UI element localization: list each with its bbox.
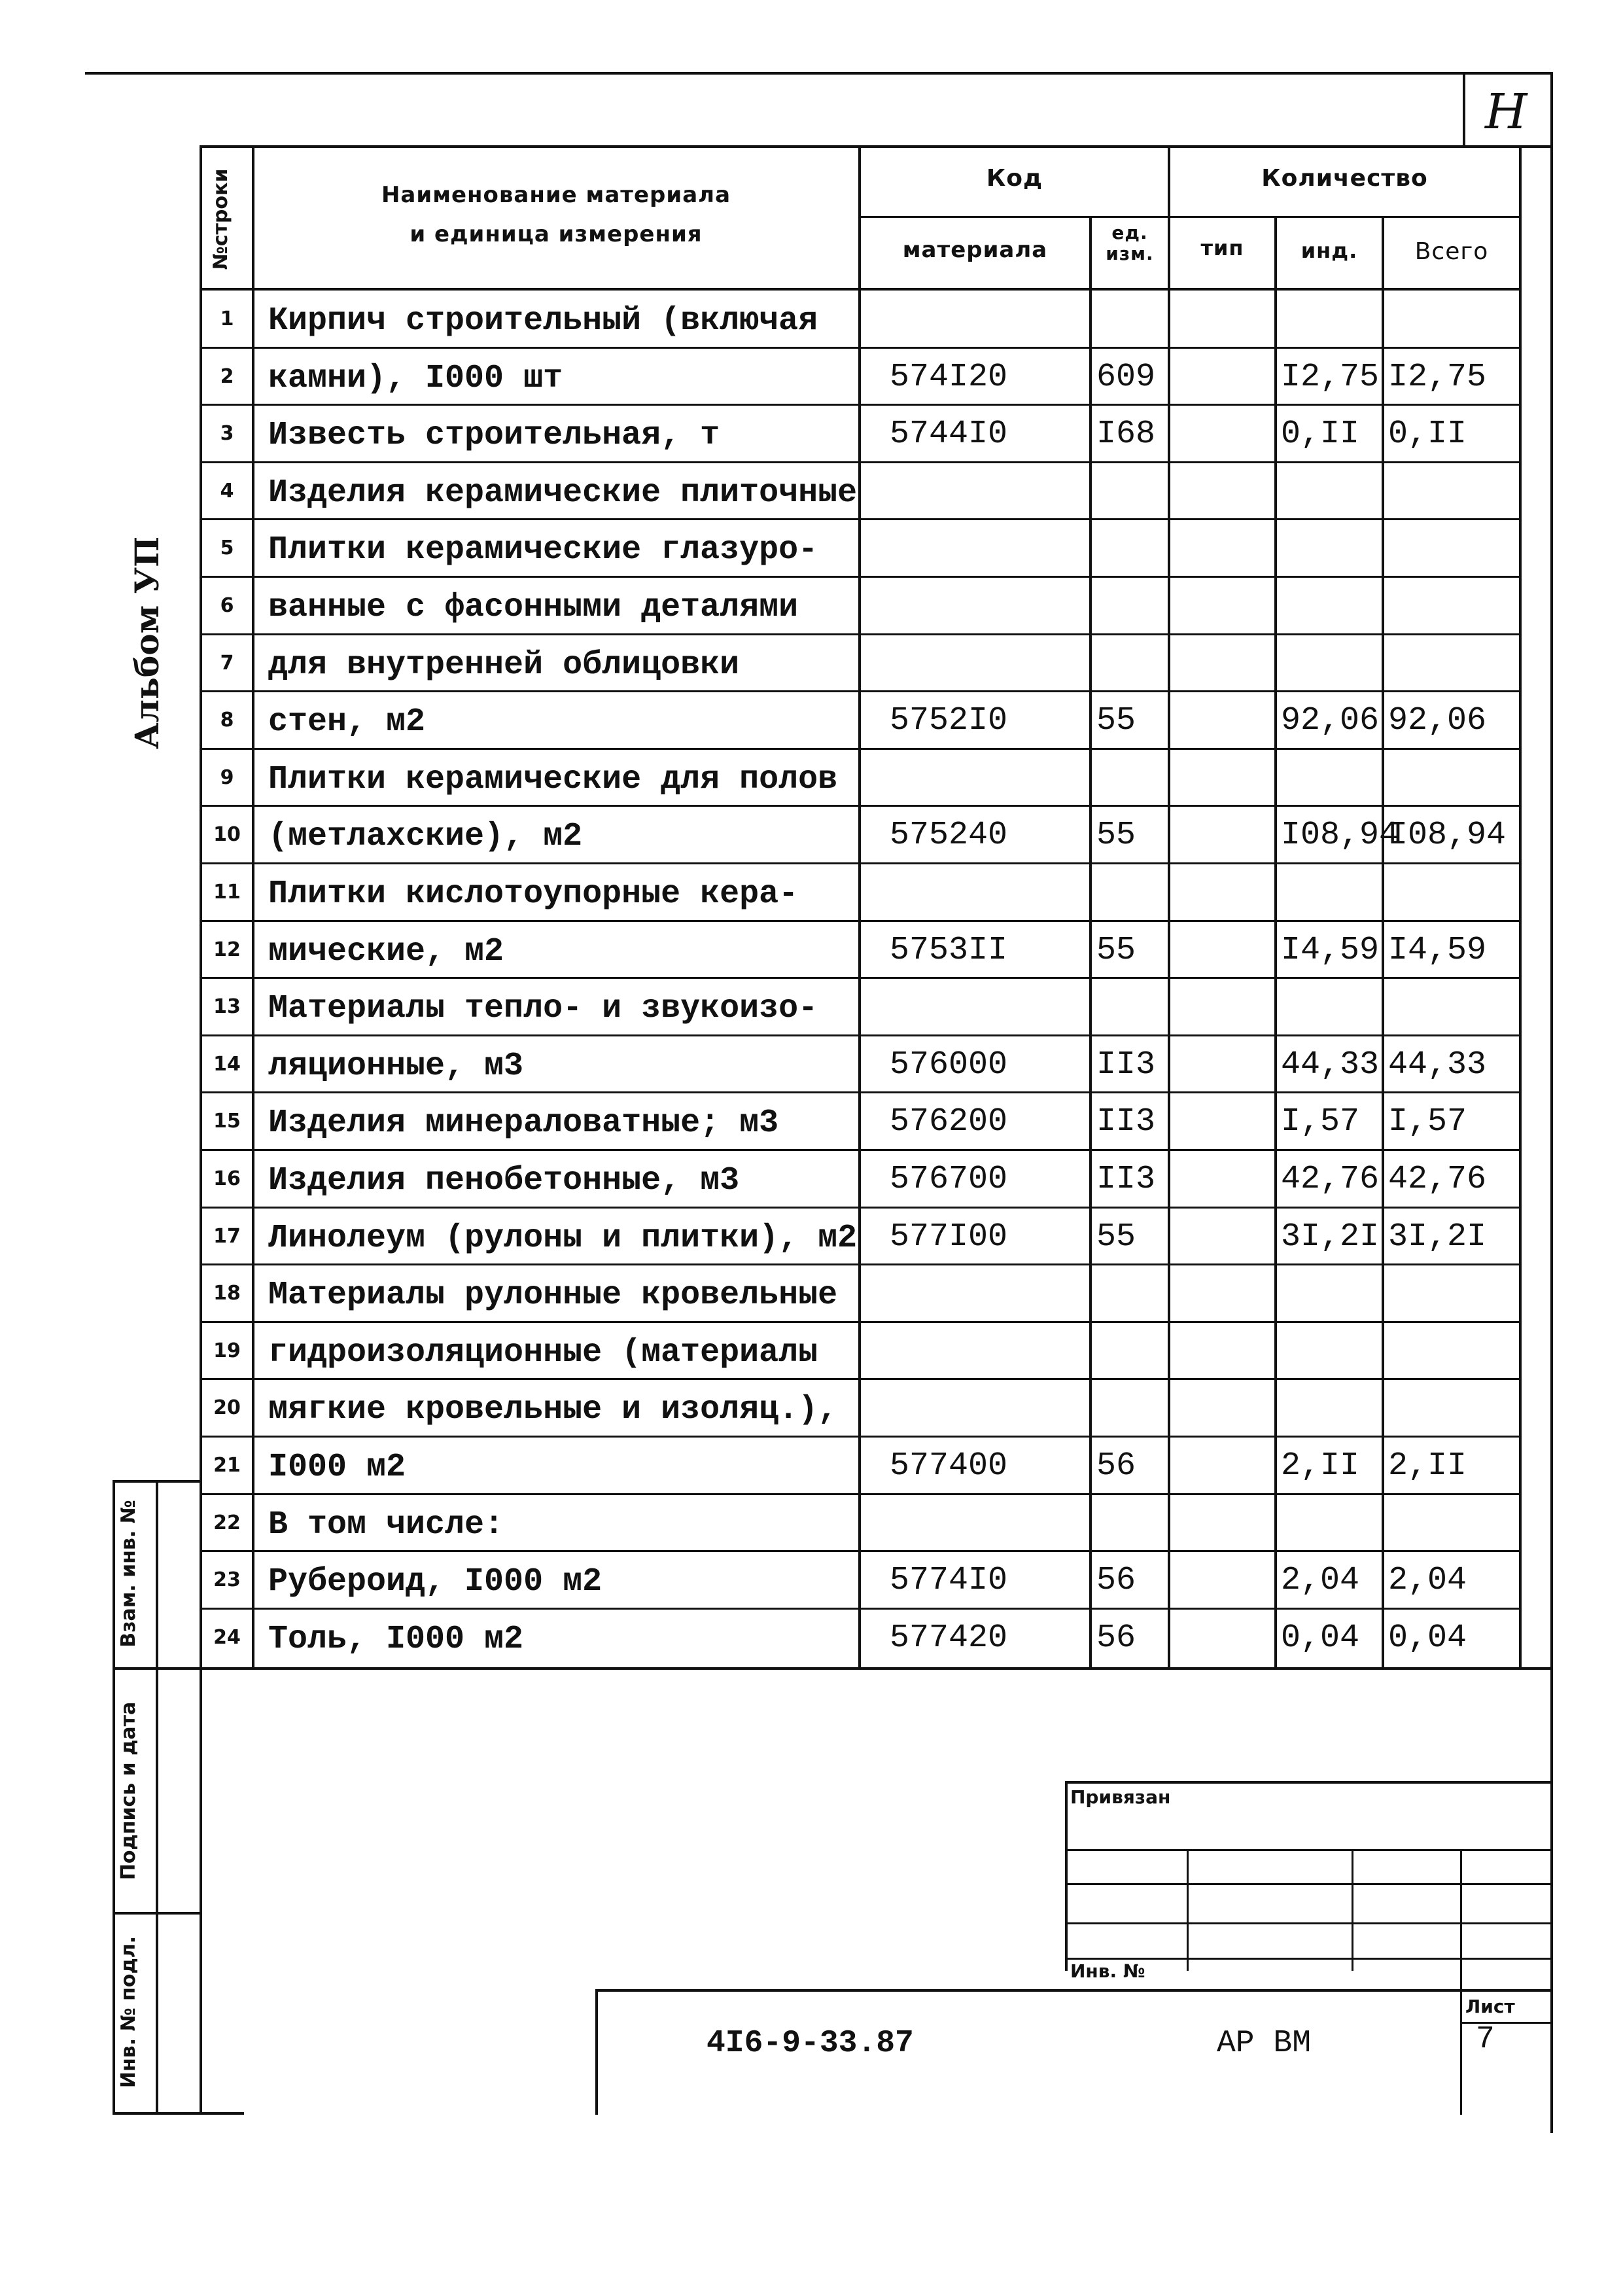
material-code: 5744I0 [890, 415, 1008, 453]
material-name: Известь строительная, т [268, 417, 720, 454]
material-code: 5753II [890, 932, 1008, 969]
material-name: Линолеум (рулоны и плитки), м2 [268, 1220, 858, 1257]
material-name: Изделия керамические плиточные [268, 474, 858, 512]
header-quantity: Количество [1261, 165, 1428, 192]
unit-code: 55 [1096, 817, 1136, 854]
unit-code: 55 [1096, 932, 1136, 969]
stamp-doc-code: 4I6-9-33.87 [707, 2026, 914, 2061]
material-name: ванные с фасонными деталями [268, 589, 799, 626]
side-stamp-vzam: Взам. инв. № [117, 1500, 140, 1648]
qty-ind: 42,76 [1281, 1161, 1380, 1198]
unit-code: 609 [1096, 359, 1156, 396]
row-number: 1 [220, 308, 234, 330]
unit-code: 55 [1096, 1218, 1136, 1256]
row-number: 4 [220, 480, 234, 503]
stamp-sheet-number: 7 [1476, 2022, 1495, 2057]
qty-ind: 2,II [1281, 1447, 1360, 1485]
qty-ind: I2,75 [1281, 359, 1380, 396]
header-qty-ind: инд. [1300, 238, 1358, 263]
row-number: 16 [213, 1167, 241, 1190]
qty-ind: 0,04 [1281, 1619, 1360, 1657]
material-code: 576200 [890, 1103, 1008, 1140]
unit-code: II3 [1096, 1161, 1156, 1198]
unit-code: 56 [1096, 1619, 1136, 1657]
row-number: 21 [213, 1454, 241, 1477]
material-code: 575240 [890, 817, 1008, 854]
qty-total: I08,94 [1388, 817, 1507, 854]
row-number: 22 [213, 1511, 241, 1534]
material-name: ляционные, м3 [268, 1048, 524, 1085]
side-stamp-inv-podl: Инв. № подл. [117, 1935, 140, 2089]
header-name-line2: и единица измерения [410, 221, 703, 247]
material-code: 577420 [890, 1619, 1008, 1657]
row-number: 8 [220, 709, 234, 732]
qty-total: 0,04 [1388, 1619, 1467, 1657]
stamp-inv-no: Инв. № [1070, 1960, 1145, 1982]
row-number: 3 [220, 422, 234, 445]
stamp-privyazan: Привязан [1070, 1786, 1171, 1808]
header-code: Код [986, 165, 1043, 192]
unit-code: I68 [1096, 415, 1156, 453]
qty-ind: I08,94 [1281, 817, 1399, 854]
qty-total: I4,59 [1388, 932, 1487, 969]
material-code: 576000 [890, 1046, 1008, 1084]
row-number: 6 [220, 594, 234, 617]
qty-total: I2,75 [1388, 359, 1487, 396]
row-number: 20 [213, 1396, 241, 1419]
stamp-sheet-label: Лист [1465, 1996, 1515, 2017]
material-name: мягкие кровельные и изоляц.), [268, 1391, 838, 1428]
row-number: 24 [213, 1626, 241, 1649]
side-stamp-podpis: Подпись и дата [117, 1701, 140, 1881]
qty-total: 0,II [1388, 415, 1467, 453]
material-name: стен, м2 [268, 703, 426, 741]
row-number: 2 [220, 365, 234, 388]
qty-ind: I,57 [1281, 1103, 1360, 1140]
header-name-line1: Наименование материала [381, 182, 731, 208]
material-code: 577400 [890, 1447, 1008, 1485]
material-name: Плитки керамические глазуро- [268, 531, 818, 569]
material-code: 5774I0 [890, 1562, 1008, 1599]
row-number: 10 [213, 823, 241, 846]
unit-code: II3 [1096, 1103, 1156, 1140]
unit-code: 55 [1096, 702, 1136, 739]
material-name: I000 м2 [268, 1449, 406, 1486]
row-number: 12 [213, 938, 241, 961]
sheet-mark: Н [1485, 84, 1527, 140]
material-name: для внутренней облицовки [268, 646, 740, 684]
stamp-doc-part: АР ВМ [1217, 2026, 1312, 2061]
material-code: 576700 [890, 1161, 1008, 1198]
material-name: Изделия пенобетонные, м3 [268, 1162, 740, 1199]
qty-total: 44,33 [1388, 1046, 1487, 1084]
qty-ind: 44,33 [1281, 1046, 1380, 1084]
material-name: камни), I000 шт [268, 360, 563, 397]
material-code: 574I20 [890, 359, 1008, 396]
qty-ind: 92,06 [1281, 702, 1380, 739]
material-name: Плитки керамические для полов [268, 761, 838, 798]
qty-total: 2,04 [1388, 1562, 1467, 1599]
row-number: 14 [213, 1053, 241, 1076]
material-name: Материалы тепло- и звукоизо- [268, 990, 818, 1027]
unit-code: 56 [1096, 1447, 1136, 1485]
material-name: (метлахские), м2 [268, 818, 583, 855]
row-number: 7 [220, 652, 234, 675]
material-code: 577I00 [890, 1218, 1008, 1256]
header-code-material: материала [902, 237, 1048, 263]
row-number: 23 [213, 1568, 241, 1591]
material-name: Рубероид, I000 м2 [268, 1563, 602, 1600]
row-number: 5 [220, 537, 234, 559]
qty-total: 92,06 [1388, 702, 1487, 739]
qty-total: I,57 [1388, 1103, 1467, 1140]
row-number: 17 [213, 1225, 241, 1248]
material-name: Материалы рулонные кровельные [268, 1277, 838, 1314]
header-code-unit: ед. изм. [1106, 222, 1154, 264]
qty-ind: 3I,2I [1281, 1218, 1380, 1256]
unit-code: II3 [1096, 1046, 1156, 1084]
material-name: Толь, I000 м2 [268, 1621, 524, 1658]
row-number: 9 [220, 766, 234, 789]
qty-ind: 2,04 [1281, 1562, 1360, 1599]
material-name: Плитки кислотоупорные кера- [268, 875, 799, 913]
material-name: мические, м2 [268, 933, 504, 970]
qty-ind: 0,II [1281, 415, 1360, 453]
row-number: 19 [213, 1339, 241, 1362]
material-name: Кирпич строительный (включая [268, 302, 818, 340]
header-qty-type: тип [1200, 236, 1244, 260]
header-qty-total: Всего [1414, 238, 1489, 265]
album-label: Альбом УП [128, 536, 166, 749]
row-number: 13 [213, 995, 241, 1018]
qty-total: 2,II [1388, 1447, 1467, 1485]
qty-total: 3I,2I [1388, 1218, 1487, 1256]
material-name: В том числе: [268, 1506, 504, 1544]
qty-total: 42,76 [1388, 1161, 1487, 1198]
row-number: 15 [213, 1110, 241, 1133]
header-row-number: №строки [209, 168, 232, 270]
unit-code: 56 [1096, 1562, 1136, 1599]
row-number: 18 [213, 1282, 241, 1305]
qty-ind: I4,59 [1281, 932, 1380, 969]
material-name: Изделия минераловатные; м3 [268, 1104, 779, 1142]
row-number: 11 [213, 881, 241, 904]
material-name: гидроизоляционные (материалы [268, 1334, 818, 1371]
material-code: 5752I0 [890, 702, 1008, 739]
